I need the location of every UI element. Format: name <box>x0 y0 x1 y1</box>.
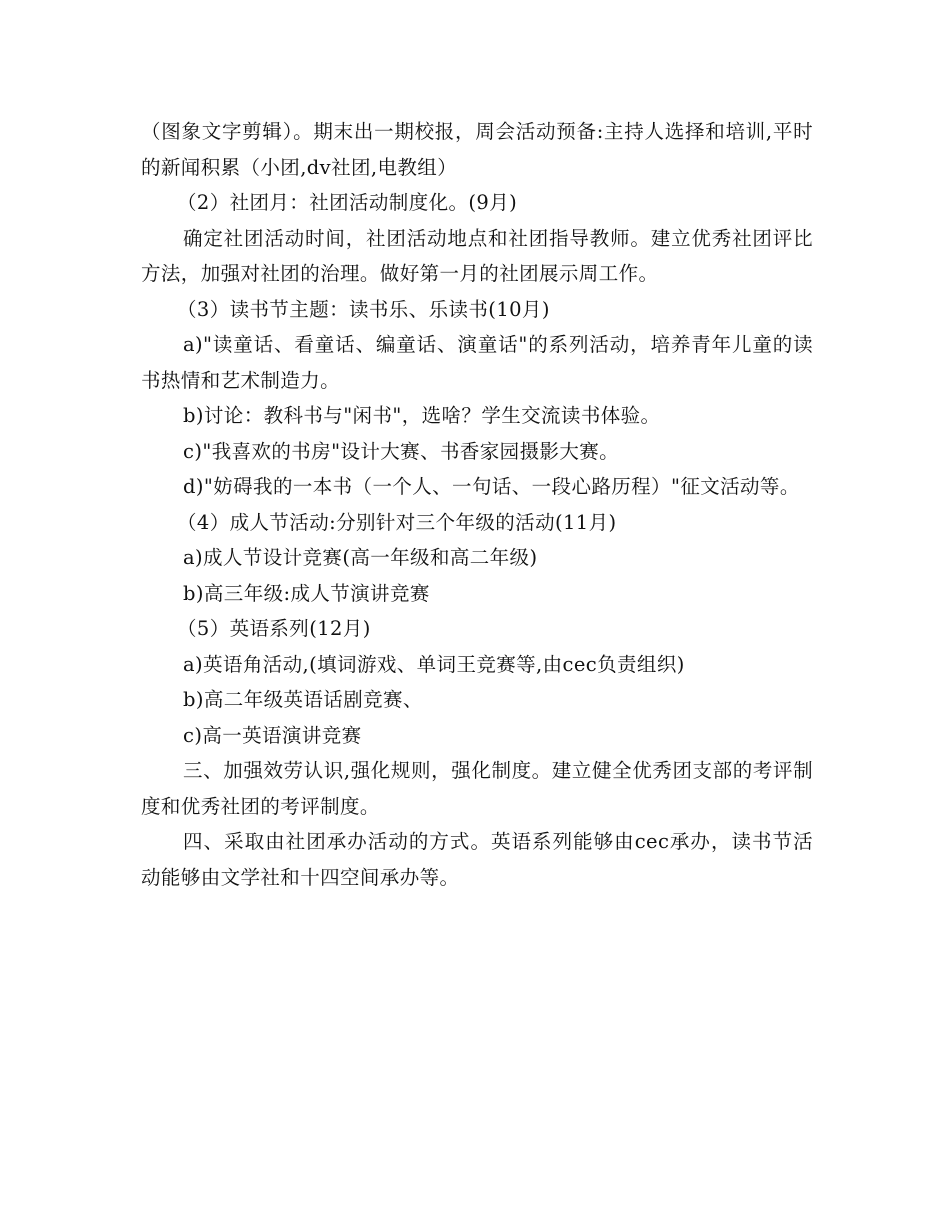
paragraph-club-month-heading: （2）社团月：社团活动制度化。(9月) <box>177 191 518 214</box>
paragraph-adult-item-a: a)成人节设计竞赛(高一年级和高二年级) <box>183 546 538 569</box>
paragraph-continuation: （图象文字剪辑）。期末出一期校报，周会活动预备:主持人选择和培训,平时的新闻积累（小团,dv社团,电教组） <box>141 120 813 179</box>
paragraph-adult-festival-heading: （4）成人节活动:分别针对三个年级的活动(11月) <box>177 510 617 534</box>
paragraph-reading-festival-heading: （3）读书节主题：读书乐、乐读书(10月) <box>177 297 550 321</box>
paragraph-english-item-a: a)英语角活动,(填词游戏、单词王竞赛等,由cec负责组织) <box>183 652 685 676</box>
paragraph-english-item-c: c)高一英语演讲竞赛 <box>183 723 362 747</box>
paragraph-adult-item-b: b)高三年级:成人节演讲竞赛 <box>183 581 430 605</box>
paragraph-reading-item-a: a)"读童话、看童话、编童话、演童话"的系列活动，培养青年儿童的读书热情和艺术制造力。 <box>141 333 813 392</box>
paragraph-section-three: 三、加强效劳认识,强化规则，强化制度。建立健全优秀团支部的考评制度和优秀社团的考评制度。 <box>141 759 813 818</box>
paragraph-english-item-b: b)高二年级英语话剧竞赛、 <box>183 688 423 711</box>
paragraph-english-series-heading: （5）英语系列(12月) <box>177 617 371 640</box>
paragraph-club-month-body: 确定社团活动时间，社团活动地点和社团指导教师。建立优秀社团评比方法，加强对社团的治理。做好第一月的社团展示周工作。 <box>141 226 813 285</box>
paragraph-reading-item-d: d)"妨碍我的一本书（一个人、一句话、一段心路历程）"征文活动等。 <box>183 475 800 498</box>
paragraph-section-four: 四、采取由社团承办活动的方式。英语系列能够由cec承办，读书节活动能够由文学社和十四空间承办等。 <box>141 830 813 889</box>
paragraph-reading-item-b: b)讨论：教科书与"闲书"，选啥？学生交流读书体验。 <box>183 404 661 427</box>
document-body <box>141 114 813 895</box>
paragraph-reading-item-c: c)"我喜欢的书房"设计大赛、书香家园摄影大赛。 <box>183 439 620 463</box>
